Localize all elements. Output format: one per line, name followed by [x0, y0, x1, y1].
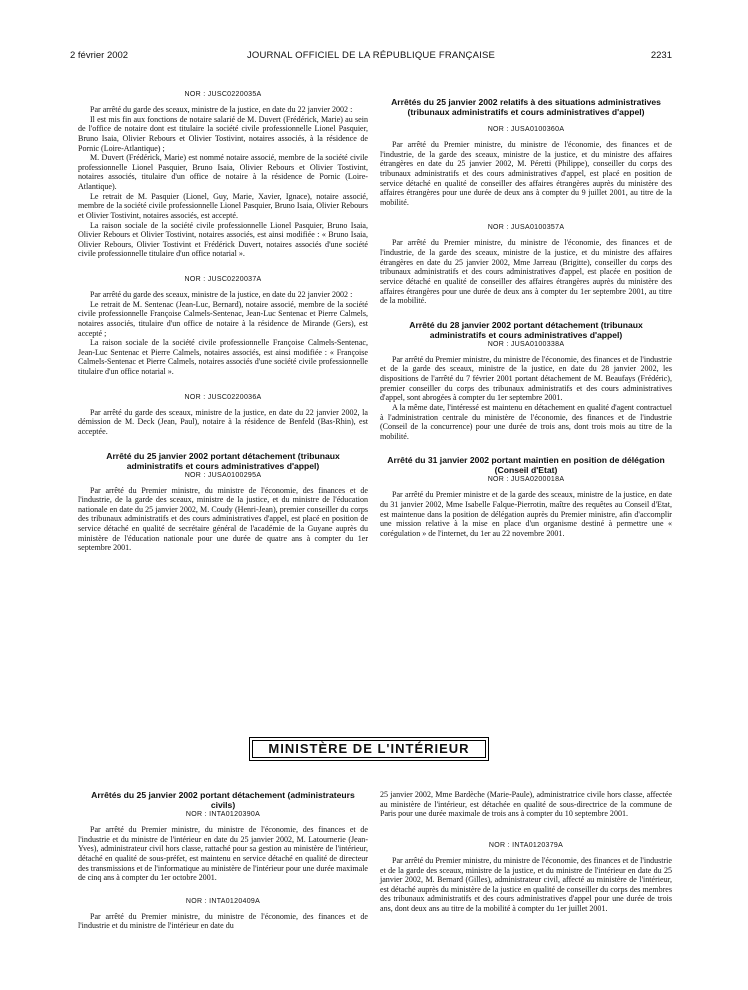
nor-reference: NOR : INTA0120409A	[185, 897, 261, 905]
issue-date: 2 février 2002	[70, 50, 129, 61]
ministry-banner	[249, 737, 489, 761]
paragraph: La raison sociale de la société civile professionnelle Françoise Calmels-Sentenac, Jean-Luc Sentenac et Pierre Calmels, notaires associés, est ainsi modifiée : « Françoise Calmels-Sentenac et Pierre Calmels, notaires associés d'une société civile professionnelle titulaire d'un office notarial ».	[78, 338, 368, 376]
paragraph: Par arrêté du Premier ministre, du ministre de l'économie, des finances et de l'industrie, de la garde des sceaux, ministre de la justice, et du ministre des affaires étrangères en date du 25 janvier 2002, Mme Jarreau (Brigitte), conseiller du corps des tribunaux administratifs et des cours administratives d'appel, est placée en position de service détaché en qualité de conseiller des affaires étrangères auprès du ministère des affaires étrangères pour une durée de deux ans à compter du 1er septembre 2001, au titre de la mobilité.	[380, 238, 672, 306]
paragraph: M. Duvert (Frédérick, Marie) est nommé notaire associé, membre de la société civile professionnelle Lionel Pasquier, Bruno Isaia, Olivier Rebours et Olivier Tostivint, notaires associés, titulaire d'un office de notaire à la résidence de Pornic (Loire-Atlantique).	[78, 153, 368, 191]
page-header	[70, 50, 672, 64]
section-title: Arrêté du 31 janvier 2002 portant maintien en position de délégation (Conseil d'Etat)	[387, 455, 665, 476]
ministry-banner-label: MINISTÈRE DE L'INTÉRIEUR	[252, 740, 486, 758]
nor-reference: NOR : INTA0120390A	[185, 811, 261, 818]
page-number: 2231	[650, 50, 672, 61]
section-title: Arrêté du 25 janvier 2002 portant détachement (tribunaux administratifs et cours administratives d'appel)	[106, 450, 340, 471]
nor-reference: NOR : JUSC0220036A	[184, 393, 262, 401]
section-title: Arrêtés du 25 janvier 2002 relatifs à des situations administratives (tribunaux administratifs et cours administratives d'appel)	[391, 97, 661, 117]
paragraph: Par arrêté du garde des sceaux, ministre de la justice, en date du 22 janvier 2002 :	[90, 105, 353, 114]
left-column-top	[78, 90, 368, 553]
paragraph: Par arrêté du Premier ministre, du ministre de l'économie, des finances et de l'industrie, de la garde des sceaux, ministre de la justice, et du ministre de l'éducation nationale en date du 25 janvier 2002, M. Coudy (Henri-Jean), premier conseiller du corps des tribunaux administratifs et des cours administratives d'appel, est placé en position de service détaché en qualité de secrétaire général de l'académie de la Guyane auprès du ministère de l'éducation nationale pour une durée de quatre ans à compter du 1er septembre 2001.	[78, 485, 368, 553]
paragraph: La raison sociale de la société civile professionnelle Lionel Pasquier, Bruno Isaia, Olivier Rebours et Olivier Tostivint, notaires associés, est ainsi modifiée : « Bruno Isaia, Olivier Rebours, Olivier Tostivint et Frédérick Duvert, notaires associés d'une société civile professionnelle titulaire d'un office notarial ».	[78, 220, 368, 259]
left-column-bottom	[78, 790, 368, 931]
nor-reference: NOR : JUSC0220035A	[184, 91, 262, 98]
nor-reference: NOR : JUSA0200018A	[487, 476, 565, 484]
paragraph: Par arrêté du garde des sceaux, ministre de la justice, en date du 22 janvier 2002 :	[90, 290, 353, 299]
paragraph: Il est mis fin aux fonctions de notaire salarié de M. Duvert (Frédérick, Marie) au sein de l'office de notaire dont est titulaire la société civile professionnelle Lionel Pasquier, Bruno Isaia, Olivier Rebours et Olivier Tostivint, notaires associés, à la résidence de Pornic (Loire-Atlantique) ;	[78, 114, 368, 153]
paragraph: Le retrait de M. Pasquier (Lionel, Guy, Marie, Xavier, Ignace), notaire associé, membre de la société civile professionnelle Lionel Pasquier, Bruno Isaia, Olivier Rebours et Olivier Tostivint, notaires associés, est accepté.	[78, 191, 368, 220]
section-title: Arrêtés du 25 janvier 2002 portant détachement (administrateurs civils)	[91, 790, 355, 810]
nor-reference: NOR : JUSC0220037A	[184, 276, 262, 283]
nor-reference: NOR : JUSA0100338A	[487, 340, 565, 348]
paragraph: Par arrêté du Premier ministre, du ministre de l'économie, des finances et de l'industrie et du ministre de l'intérieur en date du	[78, 911, 368, 931]
paragraph: Par arrêté du Premier ministre, du ministre de l'économie, des finances et de l'industrie et de la garde des sceaux, ministre de la justice, et du ministre de l'intérieur en date du 25 janvier 2002, M. Bernard (Gilles), administrateur civil, affecté au ministère de l'intérieur, est détaché auprès du ministère de la justice en qualité de conseiller du corps des membres des tribunaux administratifs et des cours administratives d'appel pour une durée de trois ans, dont deux ans au titre de la mobilité à compter du 1er juillet 2001.	[380, 855, 672, 913]
paragraph: A la même date, l'intéressé est maintenu en détachement en qualité d'agent contractuel à l'administration centrale du ministère de l'économie, des finances et de l'industrie (Conseil de la concurrence) pour une durée de trois ans, dont trois mois au titre de la mobilité.	[380, 402, 672, 441]
nor-reference: NOR : JUSA0100295A	[184, 471, 262, 479]
paragraph: Par arrêté du Premier ministre, du ministre de l'économie, des finances et de l'industrie et du ministre de l'intérieur en date du 25 janvier 2002, M. Latournerie (Jean-Yves), administrateur civil hors classe, rattaché pour sa gestion au ministère de l'intérieur, détaché en qualité de sous-préfet, est maintenu en service détaché en qualité de directeur des transmissions et de l'informatique au ministère de l'intérieur pour une durée maximale de cinq ans à compter du 1er octobre 2001.	[78, 825, 368, 883]
paragraph: Le retrait de M. Sentenac (Jean-Luc, Bernard), notaire associé, membre de la société civile professionnelle Françoise Calmels-Sentenac, Jean-Luc Sentenac et Pierre Calmels, notaires associés, titulaire d'un office de notaire à la résidence de Mirande (Gers), est accepté ;	[78, 299, 368, 338]
right-column-bottom	[380, 790, 672, 914]
paragraph: Par arrêté du garde des sceaux, ministre de la justice, en date du 22 janvier 2002, la démission de M. Deck (Jean, Paul), notaire à la résidence de Benfeld (Bas-Rhin), est acceptée.	[78, 407, 368, 436]
section-title: Arrêté du 28 janvier 2002 portant détachement (tribunaux administratifs et cours administratives d'appel)	[409, 319, 643, 340]
nor-reference: NOR : JUSA0100360A	[487, 126, 565, 133]
paragraph: Par arrêté du Premier ministre, du ministre de l'économie, des finances et de l'industrie, de la garde des sceaux, ministre de la justice, et du ministre des affaires étrangères en date du 25 janvier 2002, M. Péretti (Philippe), conseiller du corps des tribunaux administratifs et des cours administratives d'appel, est placé en position de service détaché en qualité de conseiller des affaires étrangères auprès du ministère des affaires étrangères pour une durée de deux ans à compter du 9 juillet 2001, au titre de la mobilité.	[380, 140, 672, 207]
paragraph: Par arrêté du Premier ministre, du ministre de l'économie, des finances et de l'industrie et de la garde des sceaux, ministre de la justice, en date du 28 janvier 2002, les dispositions de l'arrêté du 7 février 2001 portant détachement de M. Beaufays (Frédéric), premier conseiller du corps des tribunaux administratifs et des cours administratives d'appel, sont abrogées à compter du 1er septembre 2001.	[380, 354, 672, 403]
paragraph: 25 janvier 2002, Mme Bardèche (Marie-Paule), administratrice civile hors classe, affectée au ministère de l'intérieur, est détachée en qualité de sous-directrice de la commune de Paris pour une durée maximale de trois ans à compter du 10 septembre 2001.	[380, 790, 672, 819]
right-column-top	[380, 97, 672, 539]
paragraph: Par arrêté du Premier ministre et de la garde des sceaux, ministre de la justice, en date du 31 janvier 2002, Mme Isabelle Falque-Pierrotin, maître des requêtes au Conseil d'Etat, est maintenue dans la position de délégation auprès du Premier ministre, afin d'accomplir une mission relative à la mise en place d'un organisme destiné à permettre une « corégulation » de l'internet, du 1er au 22 novembre 2001.	[380, 490, 672, 538]
nor-reference: NOR : INTA0120379A	[488, 841, 564, 849]
nor-reference: NOR : JUSA0100357A	[487, 224, 565, 232]
journal-title: JOURNAL OFFICIEL DE LA RÉPUBLIQUE FRANÇAISE	[246, 50, 496, 61]
